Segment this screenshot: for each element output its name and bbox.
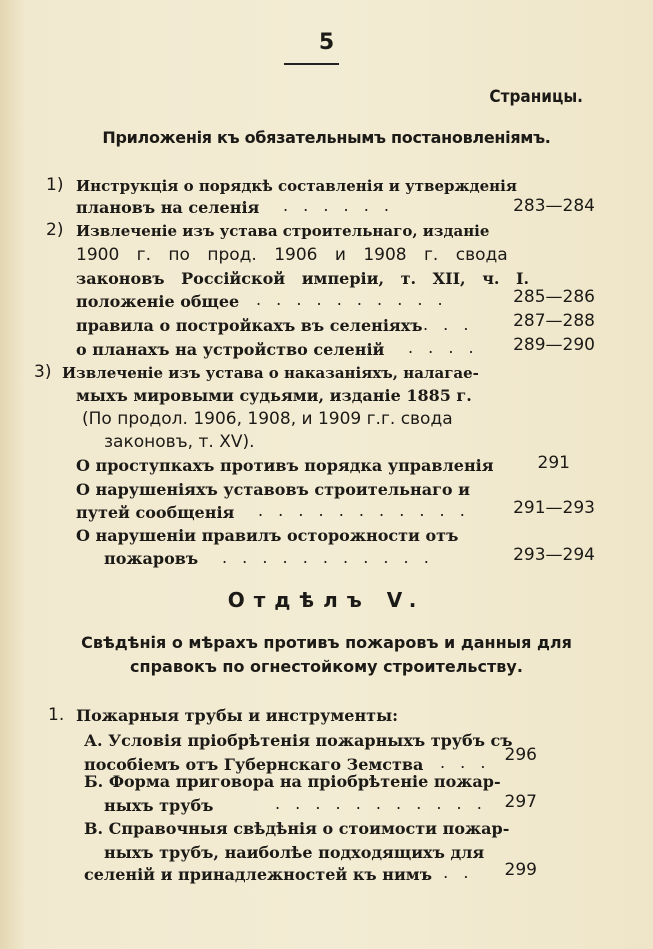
leader-dots: . . . — [423, 863, 474, 882]
entry-line: Извлеченіе изъ устава строительнаго, изданіе — [76, 222, 490, 240]
entry-line: Извлеченіе изъ устава о наказаніяхъ, налагае- — [62, 364, 479, 382]
entry-line: Инструкція о порядкѣ составленія и утвержденія — [76, 177, 517, 195]
section-subtitle-line: Свѣдѣнія о мѣрахъ противъ пожаровъ и данныя для — [81, 633, 572, 652]
page-ref: 291 — [537, 453, 570, 473]
leader-dots: . . . . . . . . . . . — [222, 548, 434, 567]
entry-line: селеній и принадлежностей къ нимъ — [84, 865, 432, 884]
page-ref: 299 — [504, 860, 537, 880]
section-title: Отдѣлъ V. — [227, 588, 426, 612]
leader-dots: . . . . . . . . . . . — [275, 794, 487, 813]
entry-line: О нарушеніяхъ уставовъ строительнаго и — [76, 480, 471, 499]
entry-line: В. Справочныя свѣдѣнія о стоимости пожар- — [84, 819, 510, 838]
entry-line: О нарушеніи правилъ осторожности отъ — [76, 526, 459, 545]
entry-line: о планахъ на устройство селеній — [76, 340, 385, 359]
entry-line: пожаровъ — [104, 549, 199, 568]
entry-line: плановъ на селенія — [76, 198, 260, 217]
entry-line: путей сообщенія — [76, 503, 235, 522]
column-header-pages: Страницы. — [489, 87, 583, 107]
entry-line: законовъ, т. XV). — [104, 432, 255, 452]
page-ref: 293—294 — [513, 545, 595, 565]
subsection-title: Пожарныя трубы и инструменты: — [76, 706, 399, 725]
page-number: 5 — [318, 30, 335, 55]
leader-dots: . . . — [440, 753, 491, 772]
section-subtitle-line: справокъ по огнестойкому строительству. — [130, 657, 523, 676]
leader-dots: . . . — [423, 315, 474, 334]
entry-line: ныхъ трубъ — [104, 796, 214, 815]
entry-line: Б. Форма приговора на пріобрѣтеніе пожар- — [84, 772, 501, 791]
page-ref: 289—290 — [513, 335, 595, 355]
leader-dots: . . . . . . . . . . — [256, 290, 448, 309]
page-ref: 296 — [504, 745, 537, 765]
entry-line: ныхъ трубъ, наиболѣе подходящихъ для — [104, 843, 485, 862]
page-ref: 297 — [504, 792, 537, 812]
entry-line: правила о постройкахъ въ селеніяхъ — [76, 316, 423, 335]
entry-line: А. Условія пріобрѣтенія пожарныхъ трубъ съ — [84, 731, 513, 750]
entry-marker: 1) — [46, 175, 64, 195]
leader-dots: . . . . . . — [283, 196, 394, 215]
entry-line: положеніе общее — [76, 292, 240, 311]
page-ref: 285—286 — [513, 287, 595, 307]
page-ref: 283—284 — [513, 196, 595, 216]
appendix-heading: Приложенія къ обязательнымъ постановленіямъ. — [102, 128, 551, 147]
entry-line: мыхъ мировыми судьями, изданіе 1885 г. — [76, 386, 472, 405]
page-ref: 287—288 — [513, 311, 595, 331]
page-ref: 291—293 — [513, 498, 595, 518]
entry-marker: 2) — [46, 220, 64, 240]
page-number-rule — [284, 63, 339, 65]
leader-dots: . . . . — [408, 338, 479, 357]
entry-line: пособіемъ отъ Губернскаго Земства — [84, 755, 424, 774]
entry-line: О проступкахъ противъ порядка управленія — [76, 456, 494, 475]
entry-line: законовъ Россійской имперіи, т. XII, ч. I. — [76, 269, 530, 288]
leader-dots: . . . . . . . . . . . — [258, 501, 470, 520]
entry-line: (По продол. 1906, 1908, и 1909 г.г. свода — [82, 409, 453, 429]
subsection-marker: 1. — [48, 705, 65, 725]
entry-line: 1900 г. по прод. 1906 и 1908 г. свода — [76, 245, 508, 265]
entry-marker: 3) — [34, 362, 52, 382]
